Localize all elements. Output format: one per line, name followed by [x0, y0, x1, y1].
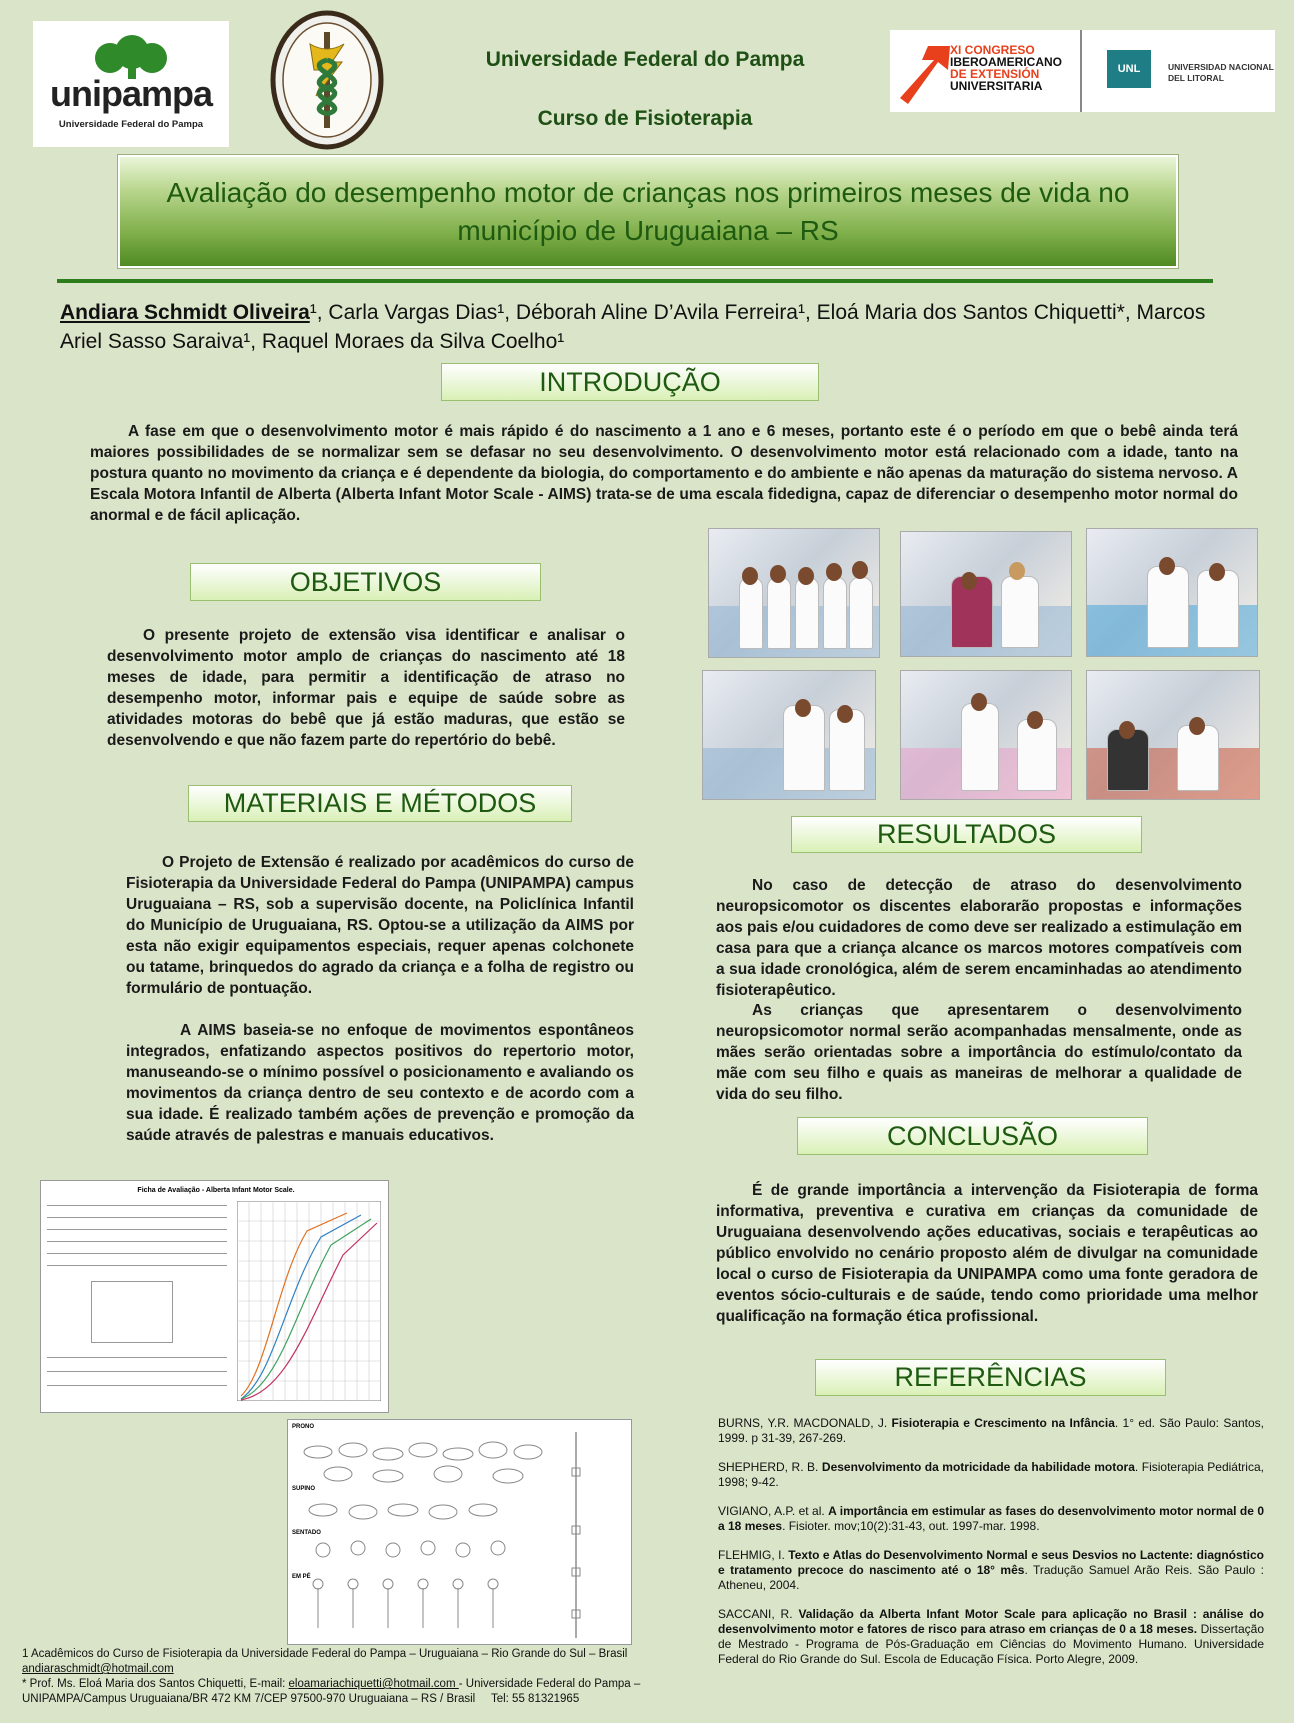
tree-icon [95, 35, 167, 77]
unl-badge: UNL [1107, 50, 1151, 88]
intro-text: A fase em que o desenvolvimento motor é mais rápido é do nascimento a 1 ano e 6 meses, portanto este é o período em que o bebê ainda terá maiores possibilidades de se normalizar sem se defasar no seu desenvolvimento. O desenvolvimento motor está relacionado com a idade, tanto na postura quanto no movimento da criança e é dependente da biologia, do comportamento e do ambiente e não apenas da maturação do sistema nervoso. A Escala Motora Infantil de Alberta (Alberta Infant Motor Scale - AIMS) trata-se de uma escala fidedigna, capaz de diferenciar o desempenho motor normal do anormal e de fácil aplicação. [90, 423, 1238, 524]
posture-label-supine: SUPINO [292, 1486, 316, 1492]
team-photo-2 [900, 531, 1072, 657]
poster-title: Avaliação do desempenho motor de crianças nos primeiros meses de vida no município de Uruguaiana – RS [118, 155, 1178, 268]
footer-address: UNIPAMPA/Campus Uruguaiana/BR 472 KM 7/CEP 97500-970 Uruguaiana – RS / Brasil Tel: 55 81321965 [22, 1693, 580, 1705]
reference-author: SACCANI, R. [718, 1607, 799, 1621]
conclusion-text: É de grande importância a intervenção da Fisioterapia de forma informativa, preventiva e curativa em crianças da comunidade de Uruguaiana desenvolvendo ações educativas, sociais e terapêuticas ao público envolvido no cenário proposto além de divulgar na comunidade local o curso de Fisioterapia da UNIPAMPA como uma fonte geradora de eventos sócio-culturais e de saúde, tendo como prioridade uma melhor qualificação na formação ética profissional. [716, 1182, 1258, 1325]
reference-item [718, 1416, 1264, 1446]
form-title: Ficha de Avaliação - Alberta Infant Motor Scale. [137, 1187, 295, 1194]
reference-author: VIGIANO, A.P. et al. [718, 1504, 829, 1518]
reference-item [718, 1504, 1264, 1534]
footer-professor: * Prof. Ms. Eloá Maria dos Santos Chiquetti, E-mail: [22, 1678, 289, 1690]
logo-divider [1080, 30, 1082, 112]
conclusion-heading: CONCLUSÃO [797, 1117, 1148, 1155]
reference-details: Dissertação de Mestrado - Programa de Pós-Graduação em Ciências do Movimento Humano. Universidade Federal do Rio Grande do Sul. Escola de Educação Física. Porto Alegre, 2009. [718, 1622, 1264, 1666]
team-photo-1 [708, 528, 880, 658]
aims-evaluation-form [40, 1180, 389, 1413]
team-photo-5 [900, 670, 1072, 800]
references-heading: REFERÊNCIAS [815, 1359, 1166, 1396]
reference-details: . Fisioterapia Pediátrica, 1998; 9-42. [718, 1460, 1264, 1489]
footer-affiliation: 1 Acadêmicos do Curso de Fisioterapia da Universidade Federal do Pampa – Uruguaiana – Rio Grande do Sul – Brasil [22, 1648, 628, 1660]
team-photo-4 [702, 670, 876, 800]
posture-label-prone: PRONO [292, 1424, 315, 1430]
congress-line-4: UNIVERSITARIA [950, 79, 1043, 93]
team-photo-3 [1086, 528, 1258, 657]
reference-author: SHEPHERD, R. B. [718, 1460, 822, 1474]
score-table [91, 1281, 173, 1343]
unl-name-line-1: UNIVERSIDAD NACIONAL [1168, 62, 1274, 72]
reference-details: . 1° ed. São Paulo: Santos, 1999. p 31-39, 267-269. [718, 1416, 1265, 1445]
course-name: Curso de Fisioterapia [537, 107, 753, 130]
unipampa-subtitle: Universidade Federal do Pampa [58, 119, 204, 130]
results-text-2: As crianças que apresentarem o desenvolvimento neuropsicomotor normal serão acompanhadas mensalmente, onde as mães serão orientadas sobre a importância do estímulo/contato da mãe com seu filho e quais as maneiras de melhorar a qualidade de vida do seu filho. [716, 1002, 1242, 1103]
congress-line-3: DE EXTENSIÓN [950, 67, 1040, 81]
posture-sketches [298, 1432, 588, 1638]
other-authors: ¹, Carla Vargas Dias¹, Déborah Aline D’Avila Ferreira¹, Eloá Maria dos Santos Chiquetti*, Marcos Ariel Sasso Saraiva¹, Raquel Moraes da Silva Coelho¹ [60, 301, 1206, 353]
reference-details: . Tradução Samuel Arão Reis. São Paulo : Atheneu, 2004. [718, 1563, 1264, 1592]
reference-item [718, 1607, 1264, 1667]
congress-line-2: IBEROAMERICANO [950, 55, 1063, 69]
posture-label-sitting: SENTADO [292, 1530, 321, 1536]
intro-heading: INTRODUÇÃO [441, 363, 819, 401]
aims-posture-sheet [287, 1419, 632, 1645]
methods-text-1: O Projeto de Extensão é realizado por acadêmicos do curso de Fisioterapia da Universidade Federal do Pampa (UNIPAMPA) campus Uruguaiana – RS, sob a supervisão docente, na Policlínica Infantil do Município de Uruguaiana, RS. Optou-se a utilização da AIMS por esta não exigir equipamentos especiais, requer apenas colchonete ou tatame, brinquedos do agrado da criança e a folha de registro ou formulário de pontuação. [126, 854, 634, 997]
reference-title: Desenvolvimento da motricidade da habilidade motora [821, 1460, 1135, 1474]
results-heading: RESULTADOS [791, 816, 1142, 853]
congress-line-1: XI CONGRESO [950, 43, 1035, 57]
methods-heading: MATERIAIS E MÉTODOS [188, 785, 572, 822]
reference-item [718, 1548, 1264, 1593]
title-divider [57, 279, 1213, 283]
objectives-heading: OBJETIVOS [190, 563, 541, 601]
objectives-text: O presente projeto de extensão visa identificar e analisar o desenvolvimento motor amplo de crianças do nascimento até 18 meses de idade, para permitir a identificação de atraso no desempenho motor, informar pais e equipe de saúde sobre as atividades motoras do bebê que já estão maduras, que estão se desenvolvendo e que não fazem parte do repertório do bebê. [107, 627, 625, 749]
footer-institution: - Universidade Federal do Pampa – [458, 1678, 641, 1690]
team-photo-6 [1086, 670, 1260, 800]
footer-notes [22, 1647, 662, 1707]
footer-email-2[interactable]: eloamariachiquetti@hotmail.com [288, 1678, 459, 1690]
congress-logo [890, 30, 1275, 112]
reference-item [718, 1460, 1264, 1490]
posture-label-standing: EM PÉ [292, 1574, 311, 1580]
reference-details: . Fisioter. mov;10(2):31-43, out. 1997-mar. 1998. [782, 1519, 1040, 1533]
reference-title: Fisioterapia e Crescimento na Infância [891, 1416, 1115, 1430]
unipampa-logo [33, 21, 229, 147]
references-list [718, 1416, 1264, 1667]
results-text-1: No caso de detecção de atraso do desenvolvimento neuropsicomotor os discentes elaborarão propostas e informações aos pais e/ou cuidadores de como deve ser realizado a estimulação em casa para que a criança alcance os marcos motores compatíveis com a sua idade cronológica, além de serem encaminhadas ao atendimento fisioterapêutico. [716, 877, 1242, 999]
reference-title: A importância em estimular as fases do desenvolvimento motor normal de 0 a 18 meses [718, 1504, 1264, 1533]
unl-name-line-2: DEL LITORAL [1168, 73, 1224, 83]
methods-text-2: A AIMS baseia-se no enfoque de movimentos espontâneos integrados, enfatizando aspectos positivos do repertorio motor, manuseando-se o mínimo possível o posicionamento e avaliando os movimentos da criança dentro de seu contexto e de acordo com a sua idade. É realizado também ações de prevenção e promoção da saúde através de palestras e manuais educativos. [126, 1022, 634, 1144]
percentile-chart [237, 1201, 381, 1401]
unipampa-wordmark: unipampa [49, 73, 212, 114]
first-author: Andiara Schmidt Oliveira [60, 301, 310, 324]
congress-title [950, 44, 1062, 92]
reference-title: Validação da Alberta Infant Motor Scale para aplicação no Brasil : análise do desenvolvimento motor e fatores de risco para atraso em crianças de 0 a 18 meses. [718, 1607, 1264, 1636]
reference-author: FLEHMIG, I. [718, 1548, 789, 1562]
footer-email-1[interactable]: andiaraschmidt@hotmail.com [22, 1663, 174, 1675]
arrow-icon [894, 38, 952, 109]
unl-name [1168, 62, 1274, 84]
reference-author: BURNS, Y.R. MACDONALD, J. [718, 1416, 892, 1430]
authors [60, 298, 1230, 356]
university-name: Universidade Federal do Pampa [485, 48, 805, 71]
physio-emblem [270, 10, 384, 150]
reference-title: Texto e Atlas do Desenvolvimento Normal e seus Desvios no Lactente: diagnóstico e tratamento precoce do nascimento até o 18° mês [718, 1548, 1264, 1577]
